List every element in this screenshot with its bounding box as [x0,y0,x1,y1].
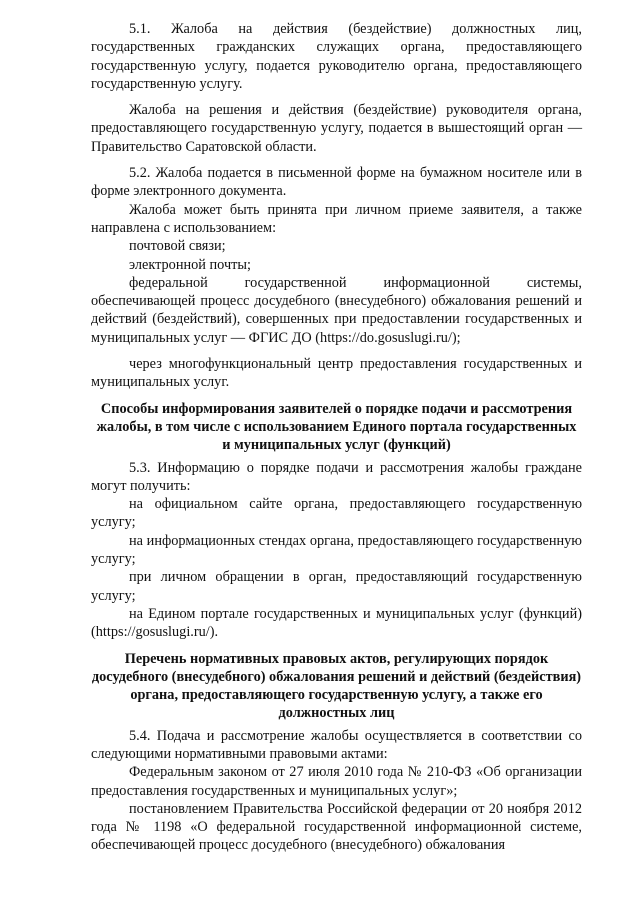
paragraph-5-2-methods: Жалоба может быть принята при личном приеме заявителя, а также направлена с использованием: [91,201,582,236]
section-heading-informing: Способы информирования заявителей о порядке подачи и рассмотрения жалобы, в том числе с использованием Единого портала государственных и муниципальных услуг (функций) [96,400,577,454]
paragraph-5-1-appeal-head: Жалоба на решения и действия (бездействие) руководителя органа, предоставляющего государственную услугу, подается в вышестоящий орган — Правительство Саратовской области. [91,102,582,155]
list-item-federal-law: Федеральным законом от 27 июля 2010 года № 210-ФЗ «Об организации предоставления государственных и муниципальных услуг»; [91,764,582,799]
paragraph-5-1: 5.1. Жалоба на действия (бездействие) должностных лиц, государственных гражданских служащих органа, предоставляющего государственную услугу, подается руководителю органа, предоставляющего государственную услугу. [91,21,582,92]
list-item-mfc: через многофункциональный центр предоставления государственных и муниципальных услуг. [91,356,582,391]
section-heading-legal-acts: Перечень нормативных правовых актов, регулирующих порядок досудебного (внесудебного) обжалования решений и действий (бездействия) органа, предоставляющего государственную услугу, а также его должностных лиц [91,650,582,722]
list-item-portal: на Едином портале государственных и муниципальных услуг (функций) (https://gosuslugi.ru/). [91,605,582,641]
list-item-post: почтовой связи; [129,238,226,255]
list-item-personal: при личном обращении в орган, предоставляющий государственную услугу; [91,569,582,604]
list-item-stands: на информационных стендах органа, предоставляющего государственную услугу; [91,532,582,568]
paragraph-5-3: 5.3. Информацию о порядке подачи и рассмотрения жалобы граждане могут получить: [91,459,582,494]
list-item-official-site: на официальном сайте органа, предоставляющего государственную услугу; [91,496,582,531]
list-item-email: электронной почты; [129,256,251,273]
document-page [91,20,582,855]
list-item-fgis: федеральной государственной информационной системы, обеспечивающей процесс досудебного (внесудебного) обжалования решений и действий (бездействий), совершенных при предоставлении государственных и муниципальных услуг — ФГИС ДО (https://do.gosuslugi.ru/); [91,274,582,346]
paragraph-5-4: 5.4. Подача и рассмотрение жалобы осуществляется в соответствии со следующими нормативными правовыми актами: [91,727,582,762]
list-item-government-decree: постановлением Правительства Российской федерации от 20 ноября 2012 года № 1198 «О федеральной государственной информационной системе, обеспечивающей процесс досудебного (внесудебного) обжалования [91,800,582,854]
paragraph-5-2: 5.2. Жалоба подается в письменной форме на бумажном носителе или в форме электронного документа. [91,165,582,200]
